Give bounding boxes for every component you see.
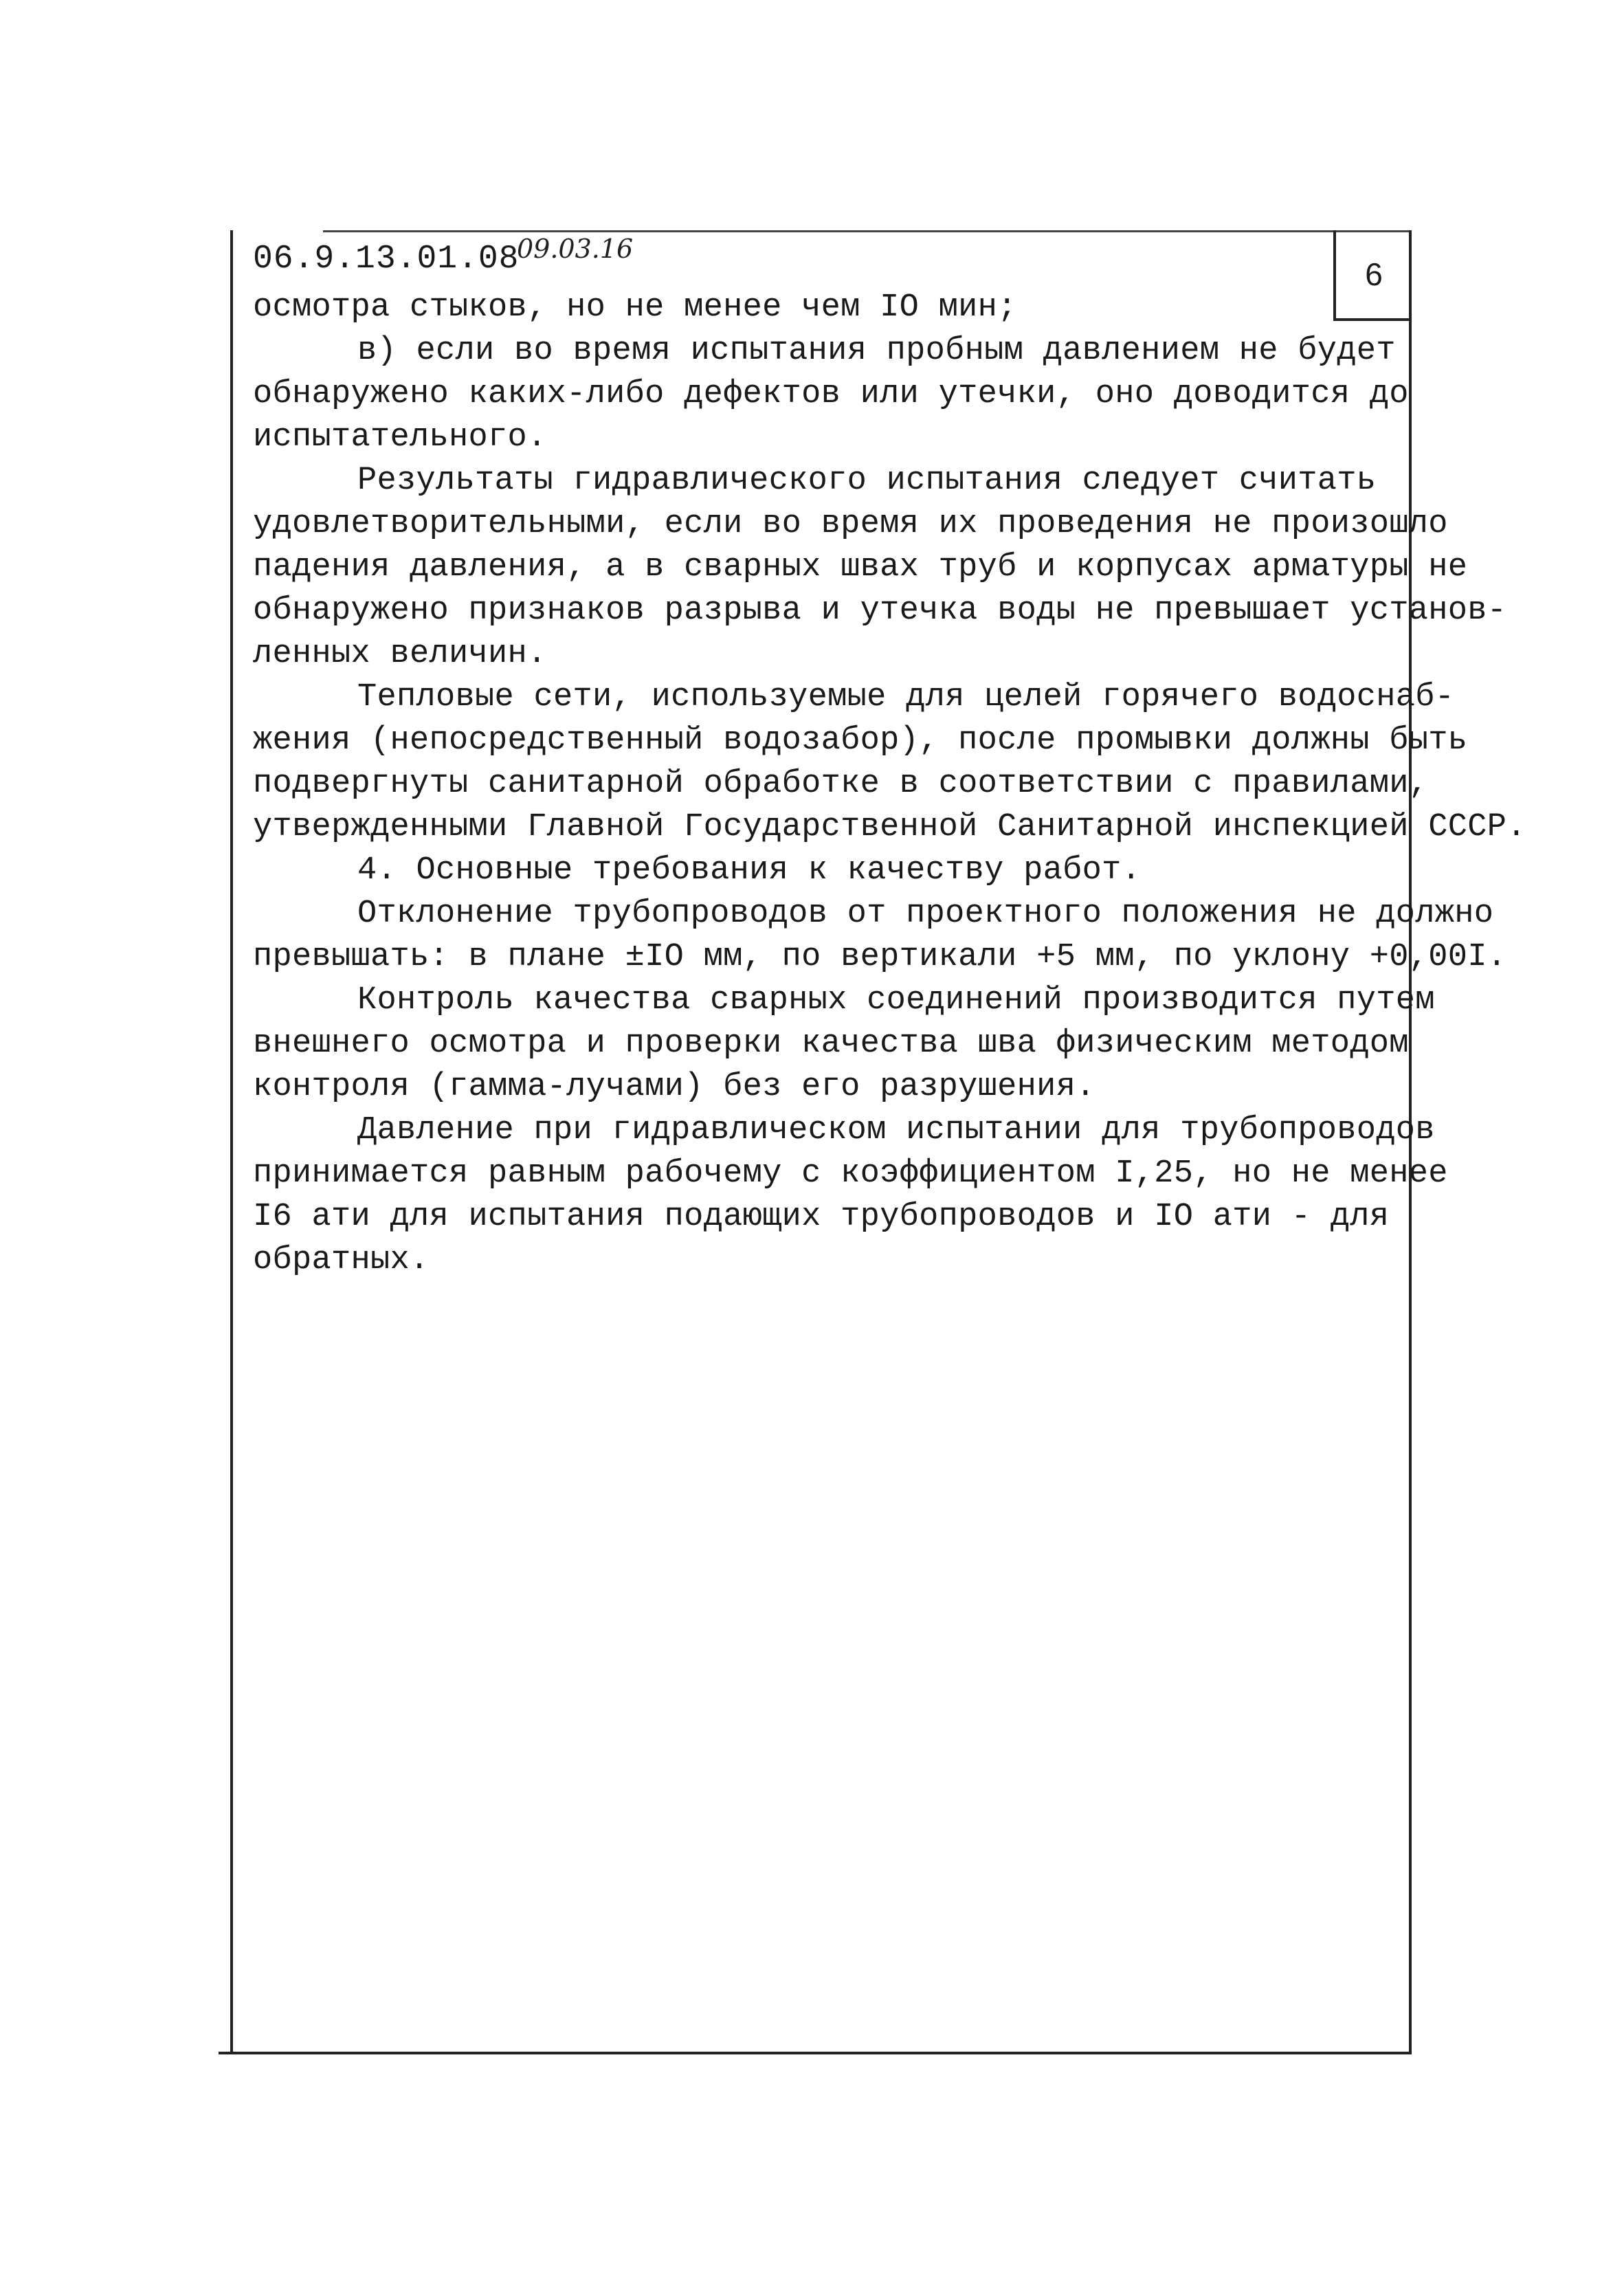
text-line: в) если во время испытания пробным давлением не будет bbox=[357, 333, 1396, 369]
text-line: Контроль качества сварных соединений производится путем bbox=[357, 982, 1435, 1019]
text-line: Результаты гидравлического испытания следует считать bbox=[357, 463, 1377, 499]
section-heading: 4. Основные требования к качеству работ. bbox=[357, 852, 1142, 889]
text-line: превышать: в плане ±IO мм, по вертикали +5 мм, по уклону +0,00I. bbox=[253, 939, 1507, 975]
document-code: 06.9.13.01.08 bbox=[253, 241, 520, 278]
text-line: ленных величин. bbox=[253, 636, 547, 672]
text-line: обратных. bbox=[253, 1242, 430, 1278]
text-line: обнаружено каких-либо дефектов или утечки, оно доводится до bbox=[253, 376, 1409, 412]
text-line: падения давления, а в сварных швах труб и корпусах арматуры не bbox=[253, 549, 1468, 586]
text-line: жения (непосредственный водозабор), после промывки должны быть bbox=[253, 722, 1468, 759]
page-number: 6 bbox=[1365, 256, 1383, 292]
text-line: Давление при гидравлическом испытании для трубопроводов bbox=[357, 1112, 1435, 1149]
text-line: принимается равным рабочему с коэффициентом I,25, но не менее bbox=[253, 1155, 1448, 1192]
text-line: внешнего осмотра и проверки качества шва физическим методом bbox=[253, 1025, 1409, 1062]
text-line: осмотра стыков, но не менее чем IO мин; bbox=[253, 289, 1017, 326]
text-line: I6 ати для испытания подающих трубопроводов и IO ати - для bbox=[253, 1199, 1390, 1235]
frame-bottom-line bbox=[219, 2052, 1411, 2054]
text-line: Отклонение трубопроводов от проектного положения не должно bbox=[357, 896, 1494, 932]
text-line: подвергнуты санитарной обработке в соответствии с правилами, bbox=[253, 766, 1429, 802]
text-line: обнаружено признаков разрыва и утечка воды не превышает установ- bbox=[253, 592, 1507, 629]
text-line: испытательного. bbox=[253, 419, 547, 456]
text-line: контроля (гамма-лучами) без его разрушения. bbox=[253, 1069, 1095, 1105]
body-text bbox=[253, 286, 1526, 1282]
frame-left-line bbox=[230, 230, 233, 2052]
frame-top-line bbox=[323, 230, 1412, 232]
text-line: утвержденными Главной Государственной Санитарной инспекцией СССР. bbox=[253, 809, 1526, 845]
text-line: Тепловые сети, используемые для целей горячего водоснаб- bbox=[357, 679, 1455, 716]
handwritten-date: 09.03.16 bbox=[517, 234, 634, 264]
text-line: удовлетворительными, если во время их проведения не произошло bbox=[253, 506, 1448, 542]
